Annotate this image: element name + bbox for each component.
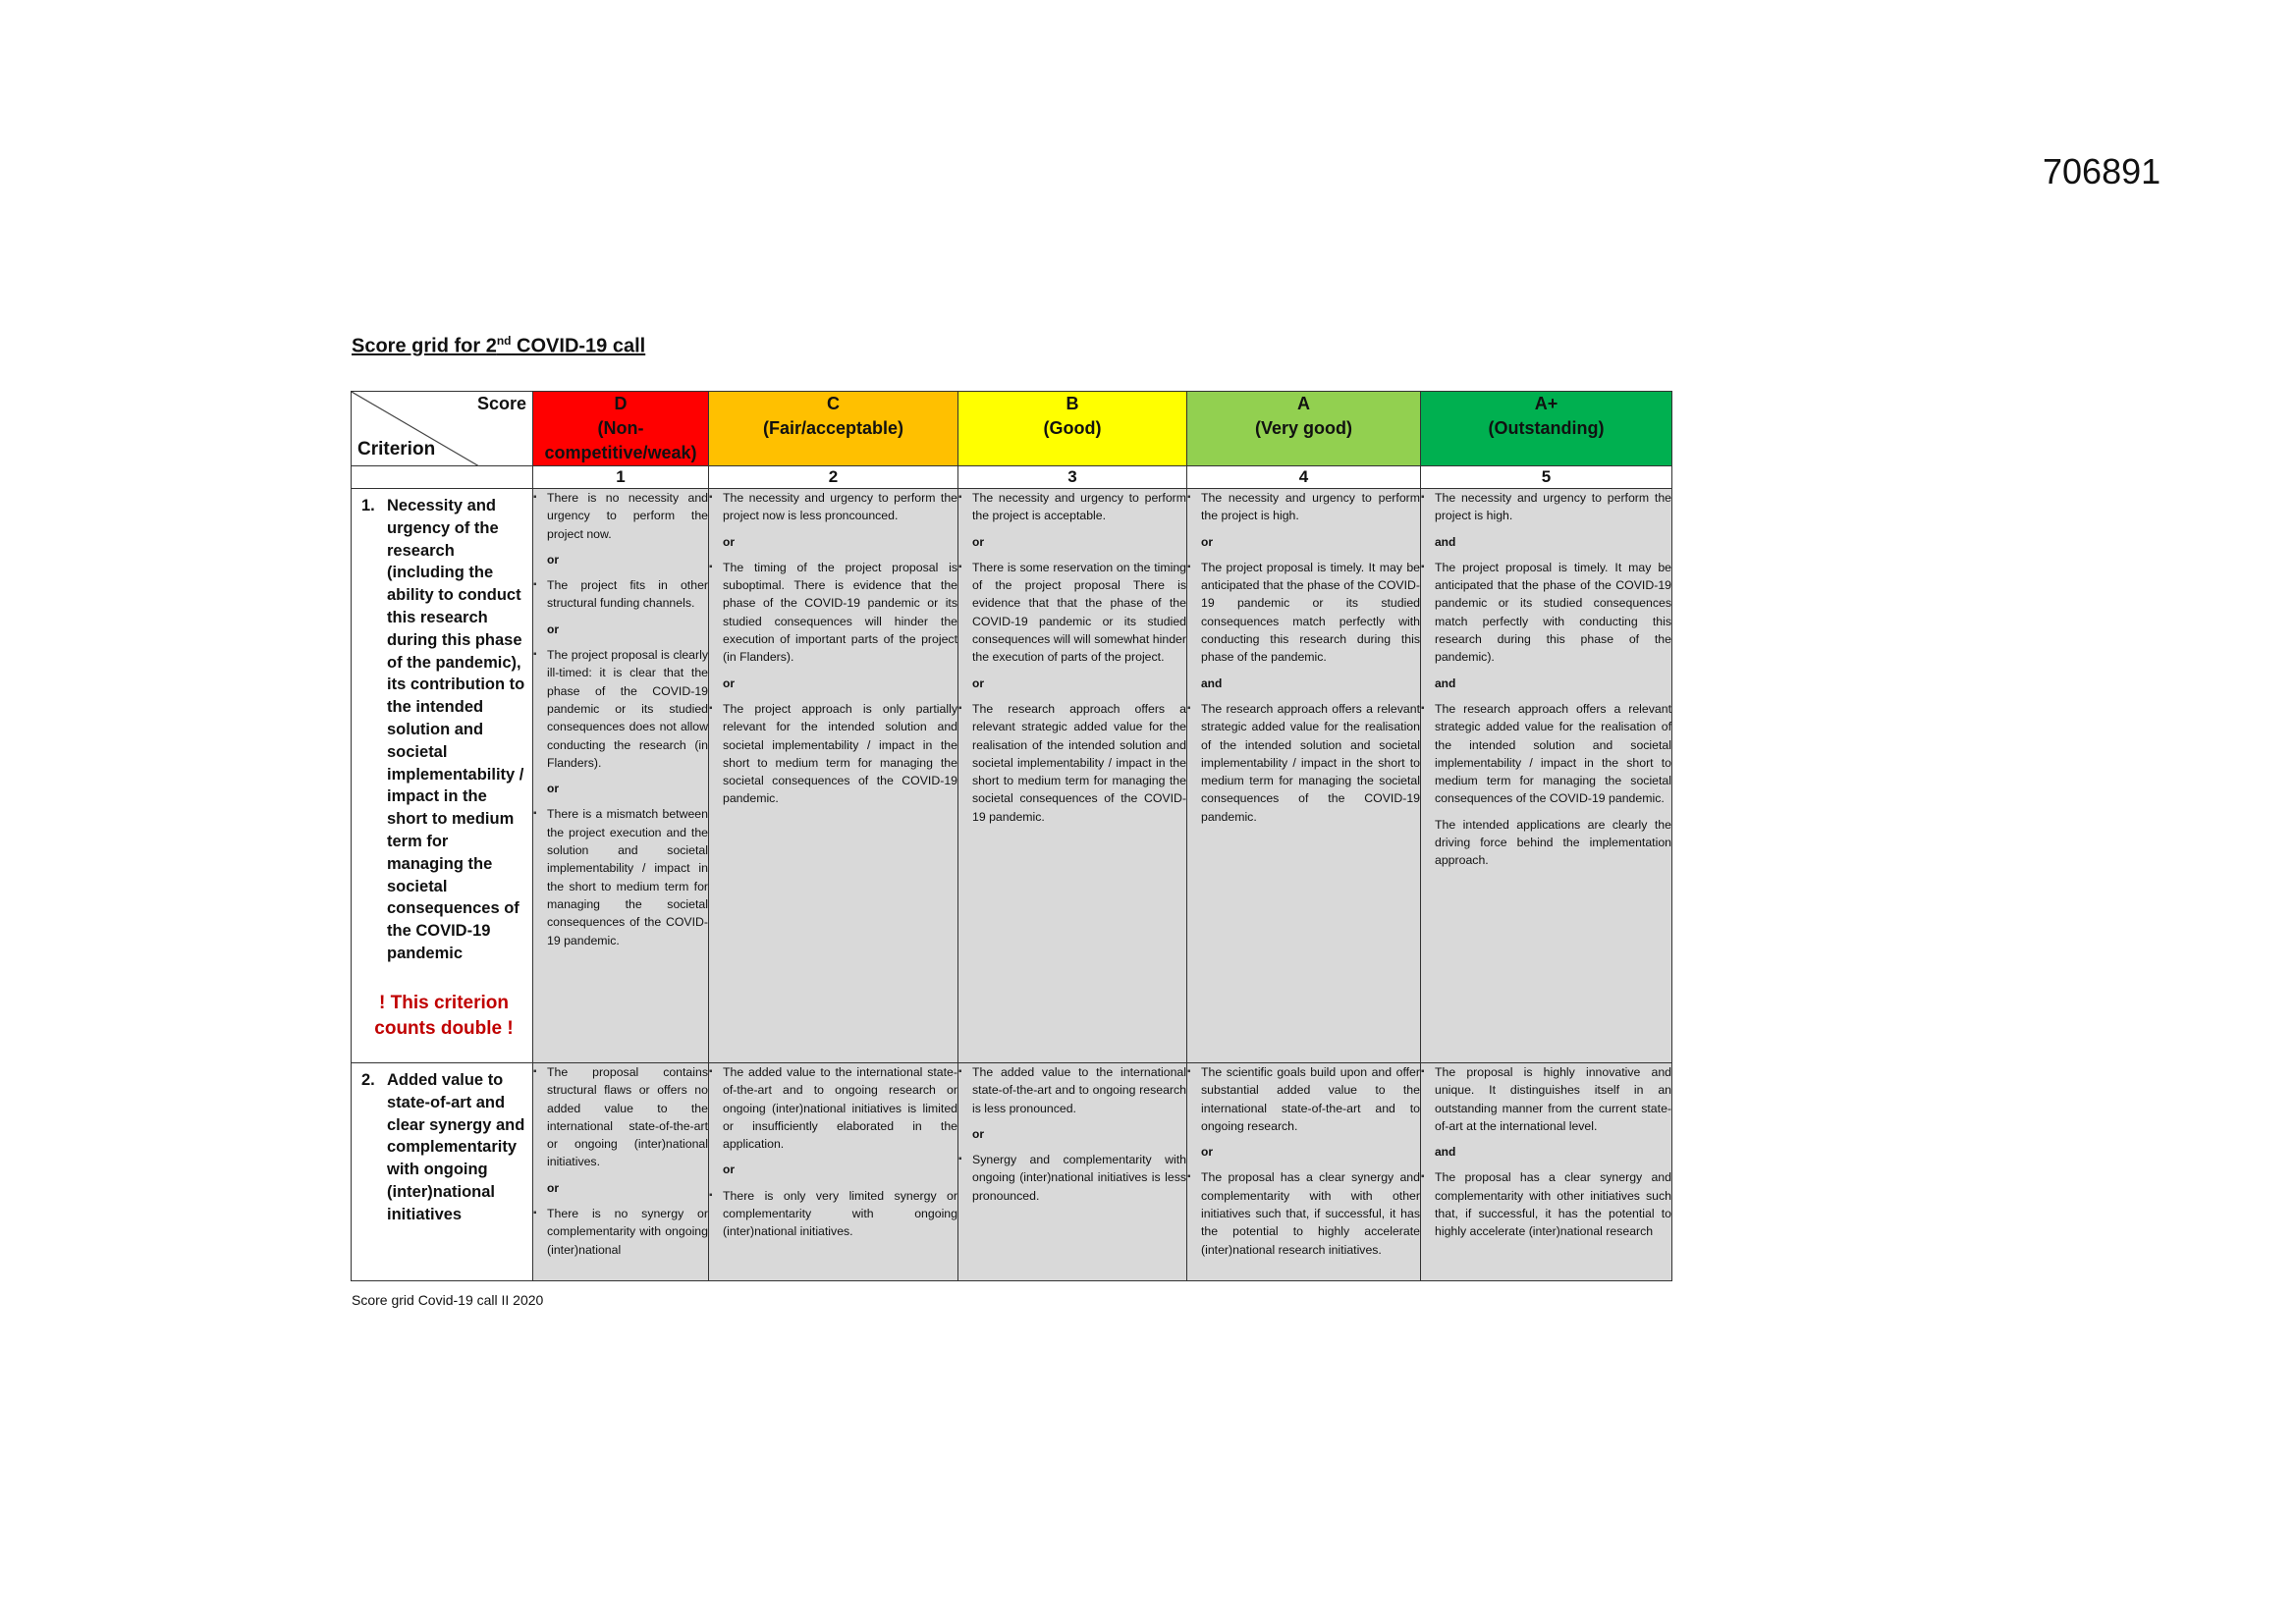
score-cell bbox=[1187, 489, 1421, 1063]
bullet-icon: ▪ bbox=[1187, 492, 1191, 503]
joiner-label: or bbox=[723, 676, 735, 690]
item-text: Synergy and complementarity with ongoing (inter)national initiatives is less pronounced. bbox=[972, 1153, 1186, 1203]
bullet-icon: ▪ bbox=[533, 808, 537, 820]
bullet-icon: ▪ bbox=[709, 1066, 713, 1077]
extra-note: The intended applications are clearly the driving force behind the implementation approach. bbox=[1435, 817, 1671, 868]
joiner-label: or bbox=[723, 534, 735, 549]
criterion-item bbox=[709, 559, 957, 667]
item-text: The project approach is only partially relevant for the intended solution and societal implementability / impact in the short to medium term for managing the societal consequences of the COVID-19 pandemic. bbox=[723, 701, 957, 806]
grade-header-b: B (Good) bbox=[958, 392, 1187, 466]
score-number: 2 bbox=[709, 466, 958, 489]
criterion-item bbox=[533, 1063, 708, 1171]
score-cell bbox=[958, 1063, 1187, 1281]
bullet-icon: ▪ bbox=[533, 492, 537, 503]
criterion-note: ! This criterion counts double ! bbox=[374, 992, 514, 1039]
bullet-icon: ▪ bbox=[958, 1154, 962, 1165]
criterion-item bbox=[958, 489, 1186, 525]
criterion-item bbox=[1421, 1063, 1671, 1135]
bullet-icon: ▪ bbox=[709, 492, 713, 503]
criterion-item bbox=[1187, 700, 1420, 826]
item-text: The necessity and urgency to perform the project is high. bbox=[1201, 491, 1420, 523]
score-label: Score bbox=[476, 394, 526, 413]
item-text: The added value to the international state-of-the-art and to ongoing research or ongoing (inter)national initiatives is limited or insufficiently elaborated in the application. bbox=[723, 1065, 957, 1152]
criterion-item bbox=[958, 1151, 1186, 1205]
criterion-item bbox=[533, 489, 708, 543]
score-cell bbox=[1421, 489, 1672, 1063]
score-cell bbox=[1421, 1063, 1672, 1281]
joiner-label: or bbox=[547, 552, 559, 567]
bullet-icon: ▪ bbox=[1421, 702, 1425, 714]
joiner-label: and bbox=[1435, 1145, 1456, 1160]
criterion-item bbox=[958, 1063, 1186, 1117]
item-text: The proposal is highly innovative and unique. It distinguishes itself in an outstanding manner from the current state-of-art at the international level. bbox=[1435, 1065, 1671, 1133]
item-text: The project proposal is timely. It may be anticipated that the phase of the COVID-19 pandemic or its studied consequences match perfectly with conducting this research during this phase of the pandemic. bbox=[1201, 560, 1420, 665]
joiner-label: or bbox=[1201, 1145, 1213, 1160]
item-text: The necessity and urgency to perform the project is acceptable. bbox=[972, 491, 1186, 523]
score-cell bbox=[709, 489, 958, 1063]
criterion-item bbox=[1187, 1168, 1420, 1258]
number-row-blank bbox=[352, 466, 533, 489]
document-id: 706891 bbox=[2043, 151, 2161, 191]
criterion-item bbox=[1187, 489, 1420, 525]
criterion-item bbox=[709, 1187, 957, 1241]
joiner-label: or bbox=[547, 782, 559, 796]
joiner-label: or bbox=[972, 534, 984, 549]
score-cell bbox=[1187, 1063, 1421, 1281]
joiner-label: or bbox=[547, 1180, 559, 1195]
item-text: The research approach offers a relevant strategic added value for the realisation of the intended solution and societal implementability / impact in the short to medium term for managing the societal consequences of the COVID-19 pandemic. bbox=[1201, 701, 1420, 824]
item-text: There is no necessity and urgency to perform the project now. bbox=[547, 491, 708, 541]
joiner-label: and bbox=[1435, 534, 1456, 549]
criterion-item bbox=[958, 559, 1186, 667]
bullet-icon: ▪ bbox=[958, 561, 962, 572]
item-text: The timing of the project proposal is suboptimal. There is evidence that the phase of the COVID-19 pandemic or its studied consequences will hinder the execution of important parts of the project (in Flanders). bbox=[723, 560, 957, 665]
criterion-item bbox=[1421, 700, 1671, 808]
item-text: The proposal has a clear synergy and complementarity with with other initiatives such that, if successful, it has the potential to highly accelerate (inter)national research initiatives. bbox=[1201, 1170, 1420, 1257]
bullet-icon: ▪ bbox=[1187, 1171, 1191, 1183]
item-text: The necessity and urgency to perform the project is high. bbox=[1435, 491, 1671, 523]
bullet-icon: ▪ bbox=[709, 561, 713, 572]
joiner-label: or bbox=[972, 1126, 984, 1141]
criterion-title: Added value to state-of-art and clear synergy and complementarity with ongoing (inter)national initiatives bbox=[387, 1071, 525, 1223]
criterion-item bbox=[533, 576, 708, 613]
criterion-item bbox=[1187, 1063, 1420, 1135]
criterion-item bbox=[1421, 559, 1671, 667]
item-text: There is a mismatch between the project execution and the solution and societal implementability / impact in the short to medium term for managing the societal consequences of the COVID-19 pandemic. bbox=[547, 807, 708, 947]
score-number: 5 bbox=[1421, 466, 1672, 489]
criterion-item bbox=[709, 1063, 957, 1153]
grade-header-a-plus: A+ (Outstanding) bbox=[1421, 392, 1672, 466]
grade-header-c: C (Fair/acceptable) bbox=[709, 392, 958, 466]
bullet-icon: ▪ bbox=[709, 702, 713, 714]
bullet-icon: ▪ bbox=[533, 649, 537, 661]
bullet-icon: ▪ bbox=[1421, 1171, 1425, 1183]
bullet-icon: ▪ bbox=[958, 492, 962, 503]
grade-header-a: A (Very good) bbox=[1187, 392, 1421, 466]
grid-title: Score grid for 2nd COVID-19 call bbox=[352, 334, 646, 357]
bullet-icon: ▪ bbox=[958, 702, 962, 714]
criterion-number: 2. bbox=[361, 1071, 375, 1089]
criterion-cell bbox=[352, 1063, 533, 1281]
item-text: The project proposal is timely. It may be anticipated that the phase of the COVID-19 pandemic or its studied consequences match perfectly with conducting this research during this phase of the pandemic). bbox=[1435, 560, 1671, 665]
item-text: The proposal has a clear synergy and complementarity with other initiatives such that, if successful, it has the potential to highly accelerate (inter)national research bbox=[1435, 1170, 1671, 1239]
bullet-icon: ▪ bbox=[533, 579, 537, 591]
item-text: The research approach offers a relevant strategic added value for the realisation of the intended solution and societal implementability / impact in the short to medium term for managing the societal consequences of the COVID-19 pandemic. bbox=[972, 701, 1186, 824]
criterion-item bbox=[1187, 559, 1420, 667]
bullet-icon: ▪ bbox=[1187, 1066, 1191, 1077]
criterion-item bbox=[709, 700, 957, 808]
criterion-item bbox=[958, 700, 1186, 826]
item-text: The research approach offers a relevant strategic added value for the realisation of the intended solution and societal implementability / impact in the short to medium term for managing the societal consequences of the COVID-19 pandemic. bbox=[1435, 701, 1671, 806]
item-text: The proposal contains structural flaws or offers no added value to the international state-of-the-art or ongoing (inter)national initiatives. bbox=[547, 1065, 708, 1169]
score-grid-table bbox=[351, 391, 1672, 1281]
bullet-icon: ▪ bbox=[958, 1066, 962, 1077]
item-text: The scientific goals build upon and offer substantial added value to the international state-of-the-art and to ongoing research. bbox=[1201, 1065, 1420, 1133]
bullet-icon: ▪ bbox=[1421, 492, 1425, 503]
criterion-cell bbox=[352, 489, 533, 1063]
score-number: 4 bbox=[1187, 466, 1421, 489]
grade-header-d: D (Non-competitive/weak) bbox=[533, 392, 709, 466]
joiner-label: or bbox=[1201, 534, 1213, 549]
criterion-item bbox=[709, 489, 957, 525]
score-cell bbox=[533, 489, 709, 1063]
bullet-icon: ▪ bbox=[1421, 561, 1425, 572]
score-cell bbox=[958, 489, 1187, 1063]
bullet-icon: ▪ bbox=[1187, 561, 1191, 572]
bullet-icon: ▪ bbox=[1187, 702, 1191, 714]
corner-header bbox=[352, 392, 533, 466]
score-cell bbox=[709, 1063, 958, 1281]
bullet-icon: ▪ bbox=[1421, 1066, 1425, 1077]
item-text: The necessity and urgency to perform the project now is less proncounced. bbox=[723, 491, 957, 523]
joiner-label: and bbox=[1201, 676, 1223, 690]
criterion-title: Necessity and urgency of the research (including the ability to conduct this research during this phase of the pandemic), its contribution to the intended solution and societal implementability / impact in the short to medium term for managing the societal consequences of the COVID-19 pandemic bbox=[387, 497, 525, 962]
criterion-item bbox=[533, 646, 708, 772]
item-text: There is no synergy or complementarity with ongoing (inter)national bbox=[547, 1207, 708, 1257]
joiner-label: and bbox=[1435, 676, 1456, 690]
criterion-number: 1. bbox=[361, 497, 375, 514]
joiner-label: or bbox=[547, 622, 559, 636]
item-text: The project proposal is clearly ill-timed: it is clear that the phase of the COVID-19 pandemic or its studied consequences does not allow conducting the research (in Flanders). bbox=[547, 648, 708, 770]
criterion-item bbox=[1421, 489, 1671, 525]
score-number: 3 bbox=[958, 466, 1187, 489]
joiner-label: or bbox=[972, 676, 984, 690]
score-cell bbox=[533, 1063, 709, 1281]
item-text: The added value to the international state-of-the-art and to ongoing research is less pronounced. bbox=[972, 1065, 1186, 1115]
item-text: The project fits in other structural funding channels. bbox=[547, 578, 708, 611]
joiner-label: or bbox=[723, 1163, 735, 1177]
criterion-item bbox=[533, 805, 708, 948]
bullet-icon: ▪ bbox=[709, 1189, 713, 1201]
page-footer: Score grid Covid-19 call II 2020 bbox=[352, 1292, 544, 1308]
criterion-item bbox=[1421, 1168, 1671, 1240]
bullet-icon: ▪ bbox=[533, 1066, 537, 1077]
score-number: 1 bbox=[533, 466, 709, 489]
item-text: There is only very limited synergy or complementarity with ongoing (inter)national initiatives. bbox=[723, 1188, 957, 1239]
item-text: There is some reservation on the timing of the project proposal There is evidence that that the phase of the COVID-19 pandemic or its studied consequences will will somewhat hinder the execution of parts of the project. bbox=[972, 560, 1186, 665]
bullet-icon: ▪ bbox=[533, 1208, 537, 1219]
criterion-label: Criterion bbox=[357, 439, 436, 460]
criterion-item bbox=[533, 1205, 708, 1259]
